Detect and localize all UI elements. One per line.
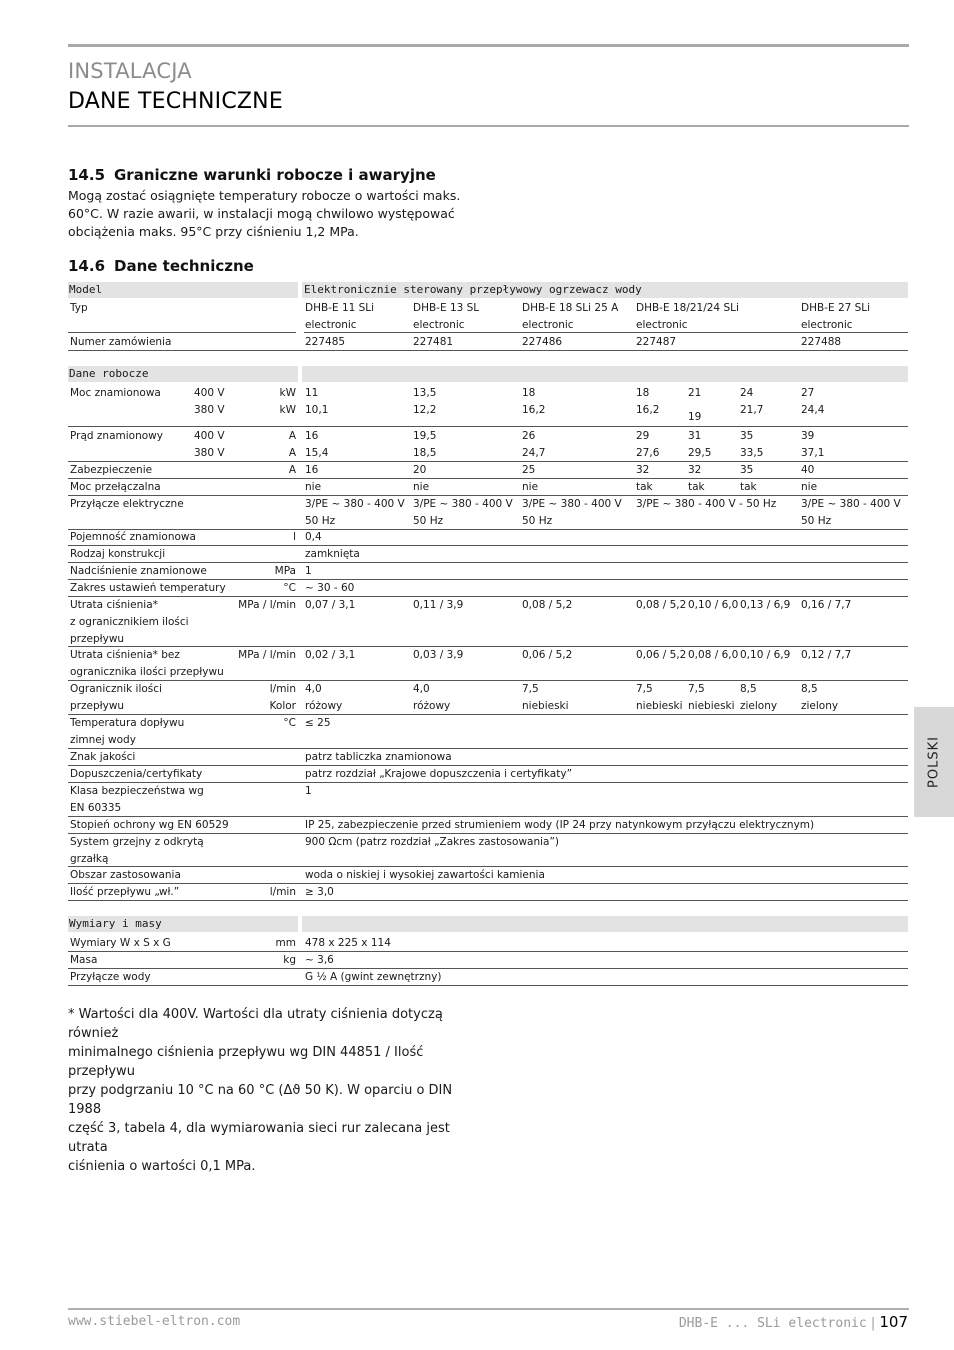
table-row-pressure bbox=[68, 563, 908, 580]
value-cell: 18 bbox=[522, 387, 536, 399]
value-cell: 31 bbox=[688, 430, 702, 442]
type-sub: electronic bbox=[305, 319, 357, 331]
row-label: Znak jakości bbox=[70, 751, 136, 763]
value-cell: 40 bbox=[801, 464, 815, 476]
value-cell: 0,03 / 3,9 bbox=[413, 649, 464, 661]
value-cell: 19,5 bbox=[413, 430, 437, 442]
text-line: Mogą zostać osiągnięte temperatury robocze o wartości maks. bbox=[68, 188, 461, 203]
value-cell: ~ 3,6 bbox=[305, 954, 334, 966]
table-row-approvals bbox=[68, 766, 908, 783]
value-cell: 24 bbox=[740, 387, 754, 399]
value-cell: 13,5 bbox=[413, 387, 437, 399]
footnote-line: część 3, tabela 4, dla wymiarowania sieci rur zalecana jest utrata bbox=[68, 1121, 450, 1155]
row-label: Zakres ustawień temperatury bbox=[70, 582, 226, 594]
section-title-text: Dane techniczne bbox=[114, 257, 254, 275]
value-cell: zielony bbox=[801, 700, 839, 712]
page-title: DANE TECHNICZNE bbox=[68, 89, 283, 114]
value-cell: nie bbox=[305, 481, 322, 493]
type-name: DHB-E 11 SLi bbox=[305, 302, 375, 314]
value-cell: 25 bbox=[522, 464, 536, 476]
value-cell: 4,0 bbox=[305, 683, 322, 695]
value-cell: 21 bbox=[688, 387, 702, 399]
type-sub: electronic bbox=[413, 319, 465, 331]
type-cell bbox=[636, 300, 739, 334]
row-label: Pojemność znamionowa bbox=[70, 531, 196, 543]
value-cell: 7,5 bbox=[688, 683, 705, 695]
table-row-capacity bbox=[68, 529, 908, 546]
row-label: zimnej wody bbox=[70, 734, 136, 746]
table-row-pressure-loss-without-limiter bbox=[68, 647, 908, 681]
value-cell: 0,4 bbox=[305, 531, 322, 543]
value-cell: 1 bbox=[305, 785, 312, 797]
value-cell: ≥ 3,0 bbox=[305, 886, 334, 898]
value-cell: zielony bbox=[740, 700, 778, 712]
value-cell: ~ 30 - 60 bbox=[305, 582, 355, 594]
value-cell: 0,08 / 6,0 bbox=[688, 649, 739, 661]
value-cell: 0,08 / 5,2 bbox=[522, 599, 573, 611]
value-cell: nie bbox=[522, 481, 539, 493]
footnote-line: przy podgrzaniu 10 °C na 60 °C (Δϑ 50 K). W oparciu o DIN 1988 bbox=[68, 1083, 453, 1117]
band-label: Wymiary i masy bbox=[69, 917, 162, 930]
unit-label: kW bbox=[279, 387, 296, 399]
table-row-temp-range bbox=[68, 580, 908, 597]
row-label: Moc znamionowa bbox=[70, 387, 161, 399]
value-cell: 16,2 bbox=[522, 404, 546, 416]
value-cell: tak bbox=[740, 481, 757, 493]
table-row-flow-on bbox=[68, 884, 908, 901]
value-cell: 15,4 bbox=[305, 447, 329, 459]
value-cell: 27 bbox=[801, 387, 815, 399]
row-label: Stopień ochrony wg EN 60529 bbox=[70, 819, 229, 831]
unit-label: l bbox=[293, 531, 296, 543]
value-cell: 37,1 bbox=[801, 447, 825, 459]
section-band-dimensions bbox=[68, 916, 908, 932]
footer-product: DHB-E ... SLi electronic bbox=[678, 1316, 867, 1331]
row-label: z ogranicznikiem ilości bbox=[70, 616, 189, 628]
unit-label: MPa bbox=[274, 565, 296, 577]
value-cell: 18,5 bbox=[413, 447, 437, 459]
value-cell: 16 bbox=[305, 430, 319, 442]
value-cell: 7,5 bbox=[522, 683, 539, 695]
model-label: Model bbox=[69, 283, 103, 296]
unit-label: mm bbox=[275, 937, 296, 949]
value-cell: 26 bbox=[522, 430, 536, 442]
order-number: 227485 bbox=[305, 336, 346, 348]
value-cell: 0,02 / 3,1 bbox=[305, 649, 356, 661]
voltage-label: 400 V bbox=[194, 387, 225, 399]
value-cell: 11 bbox=[305, 387, 319, 399]
value-cell: 50 Hz bbox=[413, 515, 444, 527]
row-label: System grzejny z odkrytą bbox=[70, 836, 204, 848]
value-cell: zamknięta bbox=[305, 548, 360, 560]
type-cell bbox=[413, 300, 479, 334]
row-label: Moc przełączalna bbox=[70, 481, 161, 493]
table-header-band bbox=[68, 282, 908, 298]
table-row-electrical bbox=[68, 496, 908, 530]
footer-rule bbox=[68, 1308, 909, 1310]
row-label: Ogranicznik ilości bbox=[70, 683, 162, 695]
value-cell: 3/PE ~ 380 - 400 V bbox=[801, 498, 901, 510]
model-value: Elektronicznie sterowany przepływowy ogrzewacz wody bbox=[304, 283, 642, 296]
value-cell: 0,12 / 7,7 bbox=[801, 649, 852, 661]
row-label: Prąd znamionowy bbox=[70, 430, 163, 442]
language-tab-label: POLSKI bbox=[926, 736, 942, 788]
footnote-line: ciśnienia o wartości 0,1 MPa. bbox=[68, 1159, 256, 1174]
value-cell: 33,5 bbox=[740, 447, 764, 459]
footnote-line: * Wartości dla 400V. Wartości dla utraty ciśnienia dotyczą również bbox=[68, 1007, 443, 1041]
value-cell: tak bbox=[688, 481, 705, 493]
value-cell: 50 Hz bbox=[522, 515, 553, 527]
value-cell: 8,5 bbox=[740, 683, 757, 695]
row-label: Przyłącze wody bbox=[70, 971, 151, 983]
value-cell: 0,07 / 3,1 bbox=[305, 599, 356, 611]
table-row-construction bbox=[68, 546, 908, 563]
value-cell: 0,06 / 5,2 bbox=[636, 649, 687, 661]
table-row-mass bbox=[68, 952, 908, 969]
value-cell: 24,7 bbox=[522, 447, 546, 459]
section-number: 14.6 bbox=[68, 257, 106, 275]
type-name: DHB-E 18/21/24 SLi bbox=[636, 302, 739, 314]
value-cell: 21,7 bbox=[740, 404, 764, 416]
table-row-dimensions bbox=[68, 935, 908, 952]
row-label: Klasa bezpieczeństwa wg bbox=[70, 785, 204, 797]
value-cell: 0,10 / 6,9 bbox=[740, 649, 791, 661]
row-label: Masa bbox=[70, 954, 98, 966]
row-label: grzałką bbox=[70, 853, 109, 865]
unit-label: A bbox=[288, 464, 296, 476]
footnote-line: minimalnego ciśnienia przepływu wg DIN 44851 / Ilość przepływu bbox=[68, 1045, 424, 1079]
row-label: Utrata ciśnienia* bez bbox=[70, 649, 180, 661]
voltage-label: 400 V bbox=[194, 430, 225, 442]
value-cell: patrz rozdział „Krajowe dopuszczenia i certyfikaty” bbox=[305, 768, 573, 780]
value-cell: 0,10 / 6,0 bbox=[688, 599, 739, 611]
section-14-5-title bbox=[68, 166, 436, 184]
row-label: Typ bbox=[70, 302, 88, 314]
band-label: Dane robocze bbox=[69, 367, 149, 380]
page-number: 107 bbox=[879, 1313, 908, 1331]
type-sub: electronic bbox=[636, 319, 688, 331]
row-label: Numer zamówienia bbox=[70, 336, 172, 348]
value-cell: 478 x 225 x 114 bbox=[305, 937, 391, 949]
value-cell: 0,08 / 5,2 bbox=[636, 599, 687, 611]
row-label: ogranicznika ilości przepływu bbox=[70, 666, 224, 678]
value-cell: 50 Hz bbox=[305, 515, 336, 527]
unit-label: MPa / l/min bbox=[238, 649, 296, 661]
table-row-rated-power bbox=[68, 385, 908, 427]
value-cell: niebieski bbox=[636, 700, 683, 712]
row-label: Rodzaj konstrukcji bbox=[70, 548, 166, 560]
order-number: 227486 bbox=[522, 336, 563, 348]
type-sub: electronic bbox=[801, 319, 853, 331]
footnote bbox=[68, 1005, 488, 1176]
value-cell: 16 bbox=[305, 464, 319, 476]
text-line: 60°C. W razie awarii, w instalacji mogą chwilowo występować bbox=[68, 206, 455, 221]
unit-label: MPa / l/min bbox=[238, 599, 296, 611]
value-cell: nie bbox=[801, 481, 818, 493]
table-row-safety-class bbox=[68, 783, 908, 817]
value-cell: 29 bbox=[636, 430, 650, 442]
row-label: Przyłącze elektryczne bbox=[70, 498, 184, 510]
type-sub: electronic bbox=[522, 319, 574, 331]
row-label: Temperatura dopływu bbox=[70, 717, 185, 729]
row-label: EN 60335 bbox=[70, 802, 122, 814]
row-label: Utrata ciśnienia* bbox=[70, 599, 158, 611]
value-cell: niebieski bbox=[522, 700, 569, 712]
table-row-rated-current bbox=[68, 428, 908, 462]
row-label: Dopuszczenia/certyfikaty bbox=[70, 768, 203, 780]
table-row-pressure-loss-with-limiter bbox=[68, 597, 908, 647]
value-cell: niebieski bbox=[688, 700, 735, 712]
value-cell: 18 bbox=[636, 387, 650, 399]
order-number: 227481 bbox=[413, 336, 454, 348]
value-cell: 0,06 / 5,2 bbox=[522, 649, 573, 661]
value-cell: różowy bbox=[305, 700, 343, 712]
section-14-6-title bbox=[68, 257, 254, 275]
unit-label: l/min bbox=[269, 683, 296, 695]
table-row-quality bbox=[68, 749, 908, 766]
value-cell: 20 bbox=[413, 464, 427, 476]
value-cell: 32 bbox=[688, 464, 702, 476]
table-row-fuse bbox=[68, 462, 908, 479]
table-row-heating-system bbox=[68, 834, 908, 867]
language-tab[interactable] bbox=[914, 707, 954, 817]
row-label: Wymiary W x S x G bbox=[70, 937, 171, 949]
footer-url[interactable]: www.stiebel-eltron.com bbox=[68, 1314, 241, 1329]
voltage-label: 380 V bbox=[194, 447, 225, 459]
value-cell: 4,0 bbox=[413, 683, 430, 695]
value-cell: 29,5 bbox=[688, 447, 712, 459]
value-cell: 3/PE ~ 380 - 400 V bbox=[305, 498, 405, 510]
table-row-switchable bbox=[68, 479, 908, 496]
value-cell: woda o niskiej i wysokiej zawartości kamienia bbox=[305, 869, 545, 881]
unit-label: kW bbox=[279, 404, 296, 416]
value-cell: ≤ 25 bbox=[305, 717, 331, 729]
table-row-flow-limiter bbox=[68, 681, 908, 715]
value-cell: 0,11 / 3,9 bbox=[413, 599, 464, 611]
table-row-typ bbox=[68, 300, 908, 333]
value-cell: IP 25, zabezpieczenie przed strumieniem wody (IP 24 przy natynkowym przyłączu elektrycznym) bbox=[305, 819, 815, 831]
type-cell bbox=[522, 300, 618, 334]
row-label: Obszar zastosowania bbox=[70, 869, 181, 881]
value-cell: 27,6 bbox=[636, 447, 660, 459]
row-label: przepływu bbox=[70, 633, 125, 645]
header-section: INSTALACJA bbox=[68, 59, 192, 83]
table-row-usage bbox=[68, 867, 908, 884]
value-cell: 39 bbox=[801, 430, 815, 442]
type-name: DHB-E 13 SL bbox=[413, 302, 480, 314]
row-label: przepływu bbox=[70, 700, 125, 712]
unit-label: °C bbox=[283, 582, 296, 594]
voltage-label: 380 V bbox=[194, 404, 225, 416]
type-name: DHB-E 18 SLi 25 A bbox=[522, 302, 619, 314]
top-rule bbox=[68, 44, 909, 47]
value-cell: 35 bbox=[740, 430, 754, 442]
value-cell: 7,5 bbox=[636, 683, 653, 695]
unit-label: Kolor bbox=[269, 700, 296, 712]
section-14-5-text bbox=[68, 187, 488, 241]
table-row-ip bbox=[68, 817, 908, 834]
value-cell: 24,4 bbox=[801, 404, 825, 416]
type-cell bbox=[801, 300, 870, 334]
table-row-inlet-temp bbox=[68, 715, 908, 749]
row-label: Zabezpieczenie bbox=[70, 464, 153, 476]
unit-label: kg bbox=[283, 954, 296, 966]
value-cell: tak bbox=[636, 481, 653, 493]
order-number: 227488 bbox=[801, 336, 842, 348]
value-cell: nie bbox=[413, 481, 430, 493]
value-cell: 32 bbox=[636, 464, 650, 476]
value-cell: 3/PE ~ 380 - 400 V bbox=[522, 498, 622, 510]
row-label: Ilość przepływu „wł.” bbox=[70, 886, 180, 898]
type-name: DHB-E 27 SLi bbox=[801, 302, 871, 314]
value-cell: patrz tabliczka znamionowa bbox=[305, 751, 452, 763]
row-label: Nadciśnienie znamionowe bbox=[70, 565, 207, 577]
footer-separator: | bbox=[870, 1316, 876, 1331]
text-line: obciążenia maks. 95°C przy ciśnieniu 1,2 MPa. bbox=[68, 224, 359, 239]
value-cell: 16,2 bbox=[636, 404, 660, 416]
unit-label: °C bbox=[283, 717, 296, 729]
value-cell: 8,5 bbox=[801, 683, 818, 695]
value-cell: różowy bbox=[413, 700, 451, 712]
unit-label: l/min bbox=[269, 886, 296, 898]
value-cell: 900 Ωcm (patrz rozdział „Zakres zastosowania”) bbox=[305, 836, 560, 848]
order-number: 227487 bbox=[636, 336, 677, 348]
footer-product-page bbox=[679, 1313, 908, 1331]
section-number: 14.5 bbox=[68, 166, 106, 184]
value-cell: 19 bbox=[688, 411, 702, 423]
value-cell: 1 bbox=[305, 565, 312, 577]
unit-label: A bbox=[288, 447, 296, 459]
value-cell: 35 bbox=[740, 464, 754, 476]
type-cell bbox=[305, 300, 374, 334]
table-row-water-connection bbox=[68, 969, 908, 986]
unit-label: A bbox=[288, 430, 296, 442]
value-cell: G ½ A (gwint zewnętrzny) bbox=[305, 971, 442, 983]
value-cell: 3/PE ~ 380 - 400 V bbox=[413, 498, 513, 510]
value-cell: 3/PE ~ 380 - 400 V - 50 Hz bbox=[636, 498, 777, 510]
section-title-text: Graniczne warunki robocze i awaryjne bbox=[114, 166, 436, 184]
value-cell: 50 Hz bbox=[801, 515, 832, 527]
header-rule bbox=[68, 125, 909, 127]
value-cell: 12,2 bbox=[413, 404, 437, 416]
section-band-operation bbox=[68, 366, 908, 382]
value-cell: 0,13 / 6,9 bbox=[740, 599, 791, 611]
table-row-order bbox=[68, 334, 908, 351]
value-cell: 0,16 / 7,7 bbox=[801, 599, 852, 611]
value-cell: 10,1 bbox=[305, 404, 329, 416]
